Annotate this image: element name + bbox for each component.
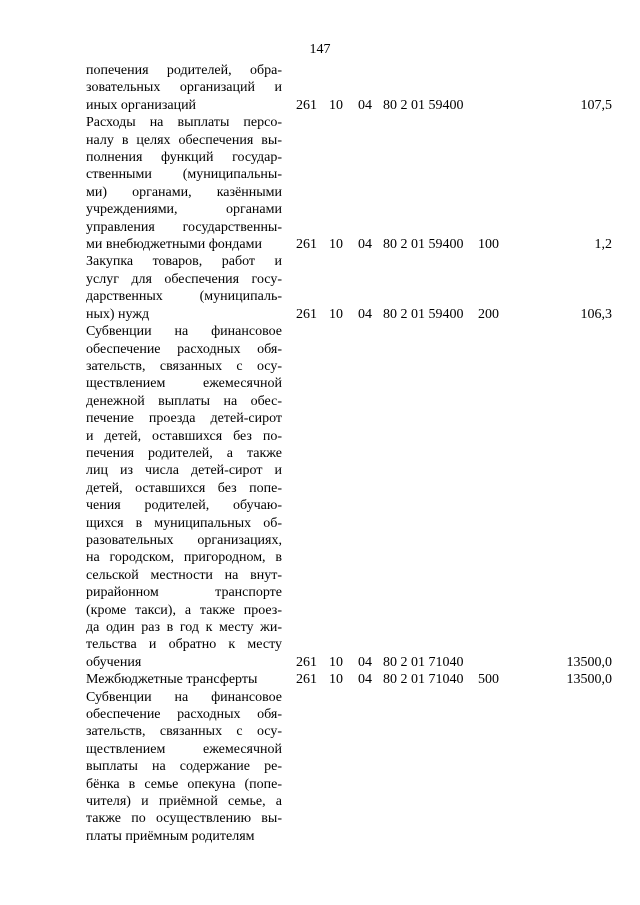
code-razdel: 10 <box>329 672 343 688</box>
row-codes <box>0 654 640 671</box>
description-line: чителя) и приёмной семье, а <box>86 794 282 810</box>
description-line: платы приёмным родителям <box>86 828 255 844</box>
code-target-article: 80 2 01 59400 <box>383 306 464 322</box>
row-codes <box>0 236 640 253</box>
description-line: щихся в муниципальных об- <box>86 515 282 531</box>
description-line: зательств, связанных с осу- <box>86 724 282 740</box>
row-codes <box>0 306 640 323</box>
description-line: детей, оставшихся без попе- <box>86 480 282 496</box>
code-podrazdel: 04 <box>358 237 372 253</box>
description-line: управления государственны- <box>86 219 282 235</box>
row-amount: 1,2 <box>594 237 612 253</box>
row-description <box>86 689 282 846</box>
code-expense-type: 200 <box>478 306 499 322</box>
code-target-article: 80 2 01 71040 <box>383 654 464 670</box>
description-line: также по осуществлению вы- <box>86 811 282 827</box>
description-line: Закупка товаров, работ и <box>86 254 282 270</box>
description-line: тельства и обратно к месту <box>86 637 282 653</box>
table-row <box>0 253 640 323</box>
code-podrazdel: 04 <box>358 654 372 670</box>
description-line: ми внебюджетными фондами <box>86 237 262 253</box>
description-line: разовательных организациях, <box>86 532 282 548</box>
table-row <box>0 114 640 253</box>
description-line: лиц из числа детей-сирот и <box>86 463 282 479</box>
description-line: полнения функций государ- <box>86 150 282 166</box>
code-ved: 261 <box>296 306 317 322</box>
code-razdel: 10 <box>329 306 343 322</box>
code-razdel: 10 <box>329 237 343 253</box>
description-line: на городском, пригородном, в <box>86 550 282 566</box>
description-line: печение проезда детей-сирот <box>86 411 282 427</box>
table-row <box>0 671 640 688</box>
description-line: и детей, оставшихся без по- <box>86 428 282 444</box>
description-line: да один раз в год к месту жи- <box>86 620 282 635</box>
code-ved: 261 <box>296 654 317 670</box>
code-target-article: 80 2 01 59400 <box>383 237 464 253</box>
table-row <box>0 62 640 114</box>
description-line: рирайонном транспорте <box>86 585 282 601</box>
table-row <box>0 323 640 671</box>
description-line: зательств, связанных с осу- <box>86 358 282 374</box>
code-razdel: 10 <box>329 97 343 113</box>
description-line: ми) органами, казёнными <box>86 184 282 200</box>
code-ved: 261 <box>296 672 317 688</box>
description-line: налу в целях обеспечения вы- <box>86 132 282 148</box>
description-line: ществлением ежемесячной <box>86 376 282 392</box>
description-line: денежной выплаты на обес- <box>86 393 282 409</box>
description-line: Субвенции на финансовое <box>86 324 282 340</box>
code-razdel: 10 <box>329 654 343 670</box>
description-line: обеспечение расходных обя- <box>86 341 282 357</box>
row-amount: 106,3 <box>580 306 612 322</box>
description-line: выплаты на содержание ре- <box>86 759 282 775</box>
page-number: 147 <box>309 42 331 57</box>
description-line: обучения <box>86 654 142 670</box>
description-line: иных организаций <box>86 97 197 113</box>
code-podrazdel: 04 <box>358 97 372 113</box>
description-line: чения родителей, обучаю- <box>86 498 282 514</box>
code-expense-type: 100 <box>478 237 499 253</box>
code-ved: 261 <box>296 97 317 113</box>
description-line: ственными (муниципальны- <box>86 167 282 183</box>
description-line: бёнка в семье опекуна (попе- <box>86 776 282 792</box>
code-target-article: 80 2 01 59400 <box>383 97 464 113</box>
description-line: сельской местности на внут- <box>86 567 282 583</box>
row-description <box>86 114 282 253</box>
description-line: попечения родителей, обра- <box>86 63 282 78</box>
description-line: обеспечение расходных обя- <box>86 707 282 723</box>
code-podrazdel: 04 <box>358 306 372 322</box>
description-line: Расходы на выплаты персо- <box>86 115 282 131</box>
table-row <box>0 689 640 846</box>
row-codes <box>0 97 640 114</box>
row-codes <box>0 671 640 688</box>
description-line: ных) нужд <box>86 306 150 322</box>
budget-table <box>0 62 640 845</box>
description-line: Межбюджетные трансферты <box>86 672 258 688</box>
description-line: Субвенции на финансовое <box>86 689 282 705</box>
code-expense-type: 500 <box>478 672 499 688</box>
description-line: учреждениями, органами <box>86 202 282 218</box>
description-line: ществлением ежемесячной <box>86 741 282 757</box>
code-ved: 261 <box>296 237 317 253</box>
row-amount: 13500,0 <box>566 672 612 688</box>
code-target-article: 80 2 01 71040 <box>383 672 464 688</box>
row-amount: 13500,0 <box>566 654 612 670</box>
description-line: услуг для обеспечения госу- <box>86 271 282 287</box>
description-line: дарственных (муниципаль- <box>86 289 282 305</box>
row-amount: 107,5 <box>580 97 612 113</box>
row-description <box>86 323 282 671</box>
description-line: печения родителей, а также <box>86 445 282 461</box>
description-line: (кроме такси), а также проез- <box>86 602 282 618</box>
description-line: зовательных организаций и <box>86 80 282 96</box>
row-codes <box>0 828 640 845</box>
code-podrazdel: 04 <box>358 672 372 688</box>
